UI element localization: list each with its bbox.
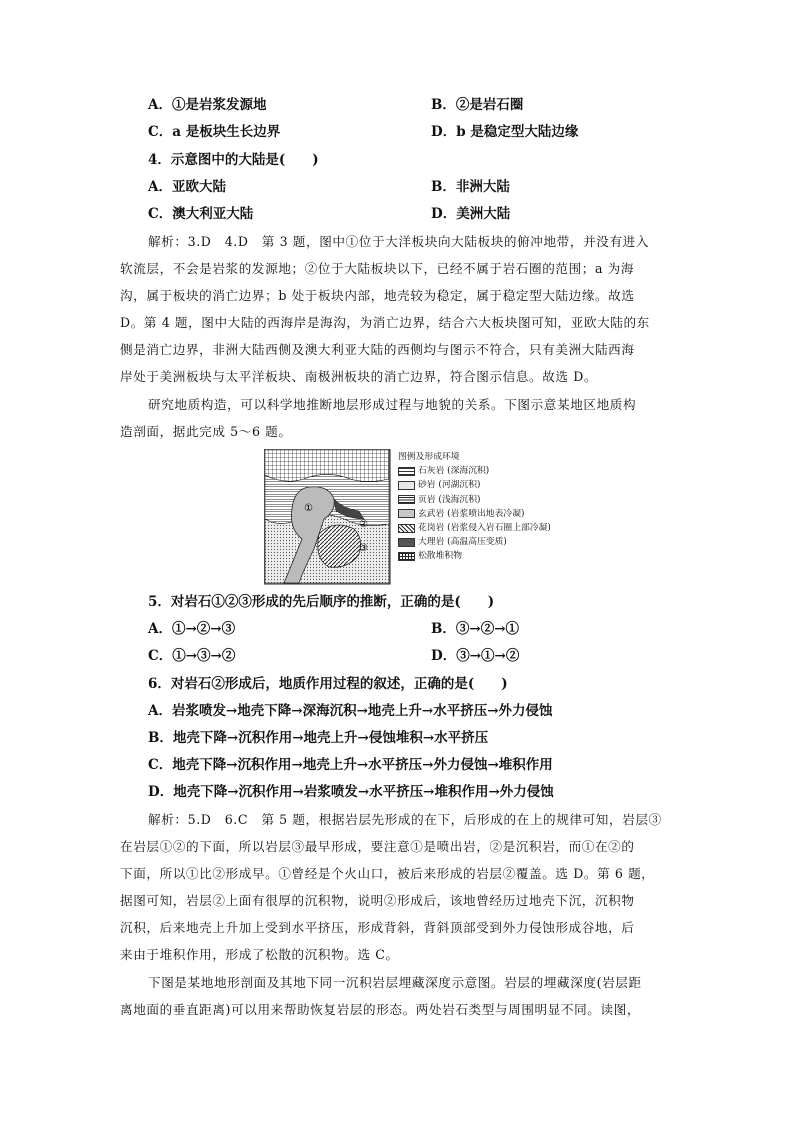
q3-option-c: C．a 是板块生长边界	[148, 124, 281, 140]
q6-option-c: C．地壳下降→沉积作用→地壳上升→水平挤压→外力侵蚀→堆积作用	[148, 757, 553, 773]
q3-option-b: B．②是岩石圈	[431, 97, 524, 113]
legend-label: 石灰岩 (深海沉积)	[418, 466, 490, 477]
analysis2-line: 据图可知，岩层②上面有很厚的沉积物，说明②形成后，该地曾经历过地壳下沉，沉积物	[120, 893, 635, 908]
analysis1-line: D。第 4 题，图中大陆的西海岸是海沟，为消亡边界，结合六大板块图可知，亚欧大陆的东	[120, 315, 650, 330]
analysis1-line: 岸处于美洲板块与太平洋板块、南极洲板块的消亡边界，符合图示信息。故选 D。	[120, 369, 598, 384]
q5-option-b: B．③→②→①	[431, 621, 520, 637]
granite-swatch	[398, 524, 415, 533]
q3-option-a: A．①是岩浆发源地	[148, 97, 267, 113]
legend-label: 花岗岩 (岩浆侵入岩石圈上部冷凝)	[418, 523, 551, 534]
legend-item	[398, 521, 551, 535]
legend-item	[398, 464, 551, 478]
limestone-swatch	[398, 467, 415, 476]
analysis2-line: 解析：5.D 6.C 第 5 题，根据岩层先形成的在下，后形成的在上的规律可知，岩层③	[148, 812, 662, 827]
legend-item	[398, 535, 551, 549]
analysis1-line: 解析：3.D 4.D 第 3 题，图中①位于大洋板块向大陆板块的俯冲地带，并没有进入	[148, 234, 650, 249]
legend-label: 页岩 (浅海沉积)	[418, 494, 481, 505]
q4-option-d: D．美洲大陆	[431, 206, 511, 222]
legend-label: 松散堆积物	[418, 551, 462, 562]
loose-deposit-swatch	[398, 552, 415, 561]
q5-stem: 5．对岩石①②③形成的先后顺序的推断，正确的是( )	[148, 594, 495, 610]
sandstone-swatch	[398, 481, 415, 490]
q4-option-c: C．澳大利亚大陆	[148, 206, 254, 222]
intro2-line: 下图是某地地形剖面及其地下同一沉积岩层埋藏深度示意图。岩层的埋藏深度(岩层距	[148, 975, 642, 990]
legend-label: 大理岩 (高温高压变质)	[418, 537, 507, 548]
legend-label: 砂岩 (河湖沉积)	[418, 480, 481, 491]
q5-option-c: C．①→③→②	[148, 648, 236, 664]
intro-line: 造剖面，据此完成 5～6 题。	[120, 424, 292, 439]
label-1: ①	[304, 503, 313, 514]
legend-item	[398, 478, 551, 492]
q6-option-d: D．地壳下降→沉积作用→岩浆喷发→水平挤压→堆积作用→外力侵蚀	[148, 784, 554, 800]
q3-option-d: D．b 是稳定型大陆边缘	[431, 124, 579, 140]
analysis1-line: 侧是消亡边界，非洲大陆西侧及澳大利亚大陆的西侧均与图示不符合，只有美洲大陆西海	[120, 342, 635, 357]
analysis2-line: 下面，所以①比②形成早。①曾经是个火山口，被后来形成的岩层②覆盖。选 D。第 6 题，	[120, 866, 655, 881]
analysis1-line: 软流层，不会是岩浆的发源地；②位于大陆板块以下，已经不属于岩石圈的范围；a 为海	[120, 261, 635, 276]
analysis2-line: 在岩层①②的下面，所以岩层③最早形成，要注意①是喷出岩，②是沉积岩，而①在②的	[120, 839, 635, 854]
legend-item	[398, 493, 551, 507]
intro-line: 研究地质构造，可以科学地推断地层形成过程与地貌的关系。下图示意某地区地质构	[148, 397, 637, 412]
q4-option-a: A．亚欧大陆	[148, 179, 226, 195]
q6-option-a: A．岩浆喷发→地壳下降→深海沉积→地壳上升→水平挤压→外力侵蚀	[148, 703, 553, 719]
marble-swatch	[398, 538, 415, 547]
legend-item	[398, 507, 551, 521]
legend-title: 图例及形成环境	[398, 452, 460, 463]
analysis2-line: 沉积，后来地壳上升加上受到水平挤压，形成背斜，背斜顶部受到外力侵蚀形成谷地，后	[120, 920, 635, 935]
intro2-line: 离地面的垂直距离)可以用来帮助恢复岩层的形态。两处岩石类型与周围明显不同。读图，	[120, 1002, 641, 1017]
q5-option-a: A．①→②→③	[148, 621, 236, 637]
q4-stem: 4．示意图中的大陆是( )	[148, 152, 319, 168]
shale-swatch	[398, 495, 415, 504]
analysis2-line: 来由于堆积作用，形成了松散的沉积物。选 C。	[120, 947, 399, 962]
q5-option-d: D．③→①→②	[431, 648, 520, 664]
basalt-swatch	[398, 509, 415, 518]
analysis1-line: 沟，属于板块的消亡边界；b 处于板块内部，地壳较为稳定，属于稳定型大陆边缘。故选	[120, 288, 635, 303]
label-3: ③	[359, 543, 368, 554]
legend-label: 玄武岩 (岩浆喷出地表冷凝)	[418, 508, 525, 519]
figure-legend	[398, 450, 551, 564]
legend-item	[398, 549, 551, 563]
q6-option-b: B．地壳下降→沉积作用→地壳上升→侵蚀堆积→水平挤压	[148, 730, 489, 746]
label-2: ②	[359, 519, 368, 530]
q4-option-b: B．非洲大陆	[431, 179, 510, 195]
q6-stem: 6．对岩石②形成后，地质作用过程的叙述，正确的是( )	[148, 676, 508, 692]
